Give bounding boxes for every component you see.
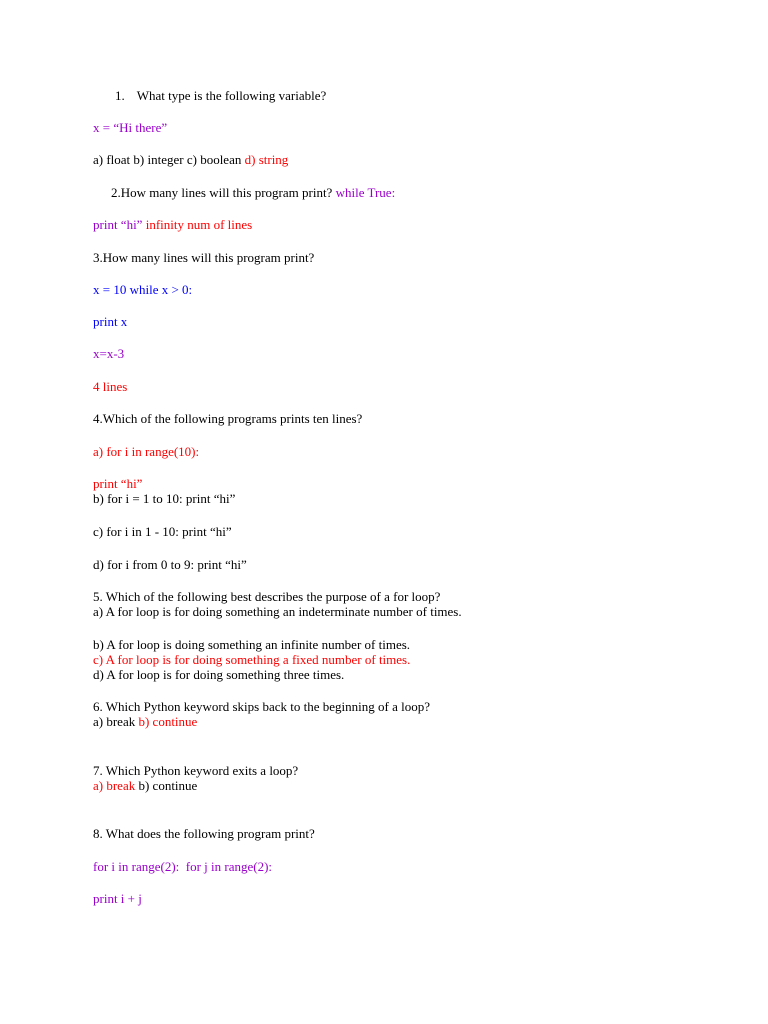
question-2-body	[93, 217, 252, 232]
question-2	[111, 185, 395, 200]
question-7-option-a: a) break	[93, 778, 136, 793]
question-1-options	[93, 152, 288, 167]
question-3-answer: 4 lines	[93, 379, 128, 394]
question-4-option-d: d) for i from 0 to 9: print “hi”	[93, 557, 247, 572]
question-5-text: 5. Which of the following best describes the purpose of a for loop?	[93, 589, 441, 604]
question-8-text: 8. What does the following program print?	[93, 826, 315, 841]
question-5-option-b: b) A for loop is doing something an infinite number of times.	[93, 637, 411, 652]
question-2-code-print: print “hi”	[93, 217, 143, 232]
question-5-option-a: a) A for loop is for doing something an indeterminate number of times.	[93, 604, 462, 619]
question-4-option-c: c) for i in 1 - 10: print “hi”	[93, 524, 232, 539]
question-6-options	[93, 714, 197, 729]
question-6-option-b: b) continue	[138, 714, 198, 729]
question-7-option-b: b) continue	[138, 778, 198, 793]
question-4-option-a: a) for i in range(10):	[93, 444, 200, 459]
question-7-text: 7. Which Python keyword exits a loop?	[93, 763, 299, 778]
question-1-code: x = “Hi there”	[93, 120, 168, 135]
question-3-text: 3.How many lines will this program print?	[93, 250, 315, 265]
question-1	[115, 88, 326, 103]
question-1-number: 1.	[115, 88, 125, 103]
question-3-code-3: x=x-3	[93, 346, 125, 361]
question-4-option-b: b) for i = 1 to 10: print “hi”	[93, 491, 236, 506]
question-4-text: 4.Which of the following programs prints ten lines?	[93, 411, 363, 426]
question-6-option-a: a) break	[93, 714, 136, 729]
question-3-code-2: print x	[93, 314, 128, 329]
question-1-choices: a) float b) integer c) boolean	[93, 152, 242, 167]
question-5-option-c: c) A for loop is for doing something a fixed number of times.	[93, 652, 411, 667]
question-6-text: 6. Which Python keyword skips back to the beginning of a loop?	[93, 699, 430, 714]
question-5-option-d: d) A for loop is for doing something three times.	[93, 667, 345, 682]
question-7-options	[93, 778, 197, 793]
question-8-code-2: print i + j	[93, 891, 142, 906]
question-2-code: while True:	[335, 185, 396, 200]
question-2-answer: infinity num of lines	[145, 217, 253, 232]
question-1-answer: d) string	[244, 152, 289, 167]
question-3-code-1: x = 10 while x > 0:	[93, 282, 193, 297]
question-2-text: 2.How many lines will this program print?	[111, 185, 333, 200]
question-1-text: What type is the following variable?	[136, 88, 327, 103]
question-8-code-1: for i in range(2): for j in range(2):	[93, 859, 273, 874]
question-4-option-a-print: print “hi”	[93, 476, 143, 491]
